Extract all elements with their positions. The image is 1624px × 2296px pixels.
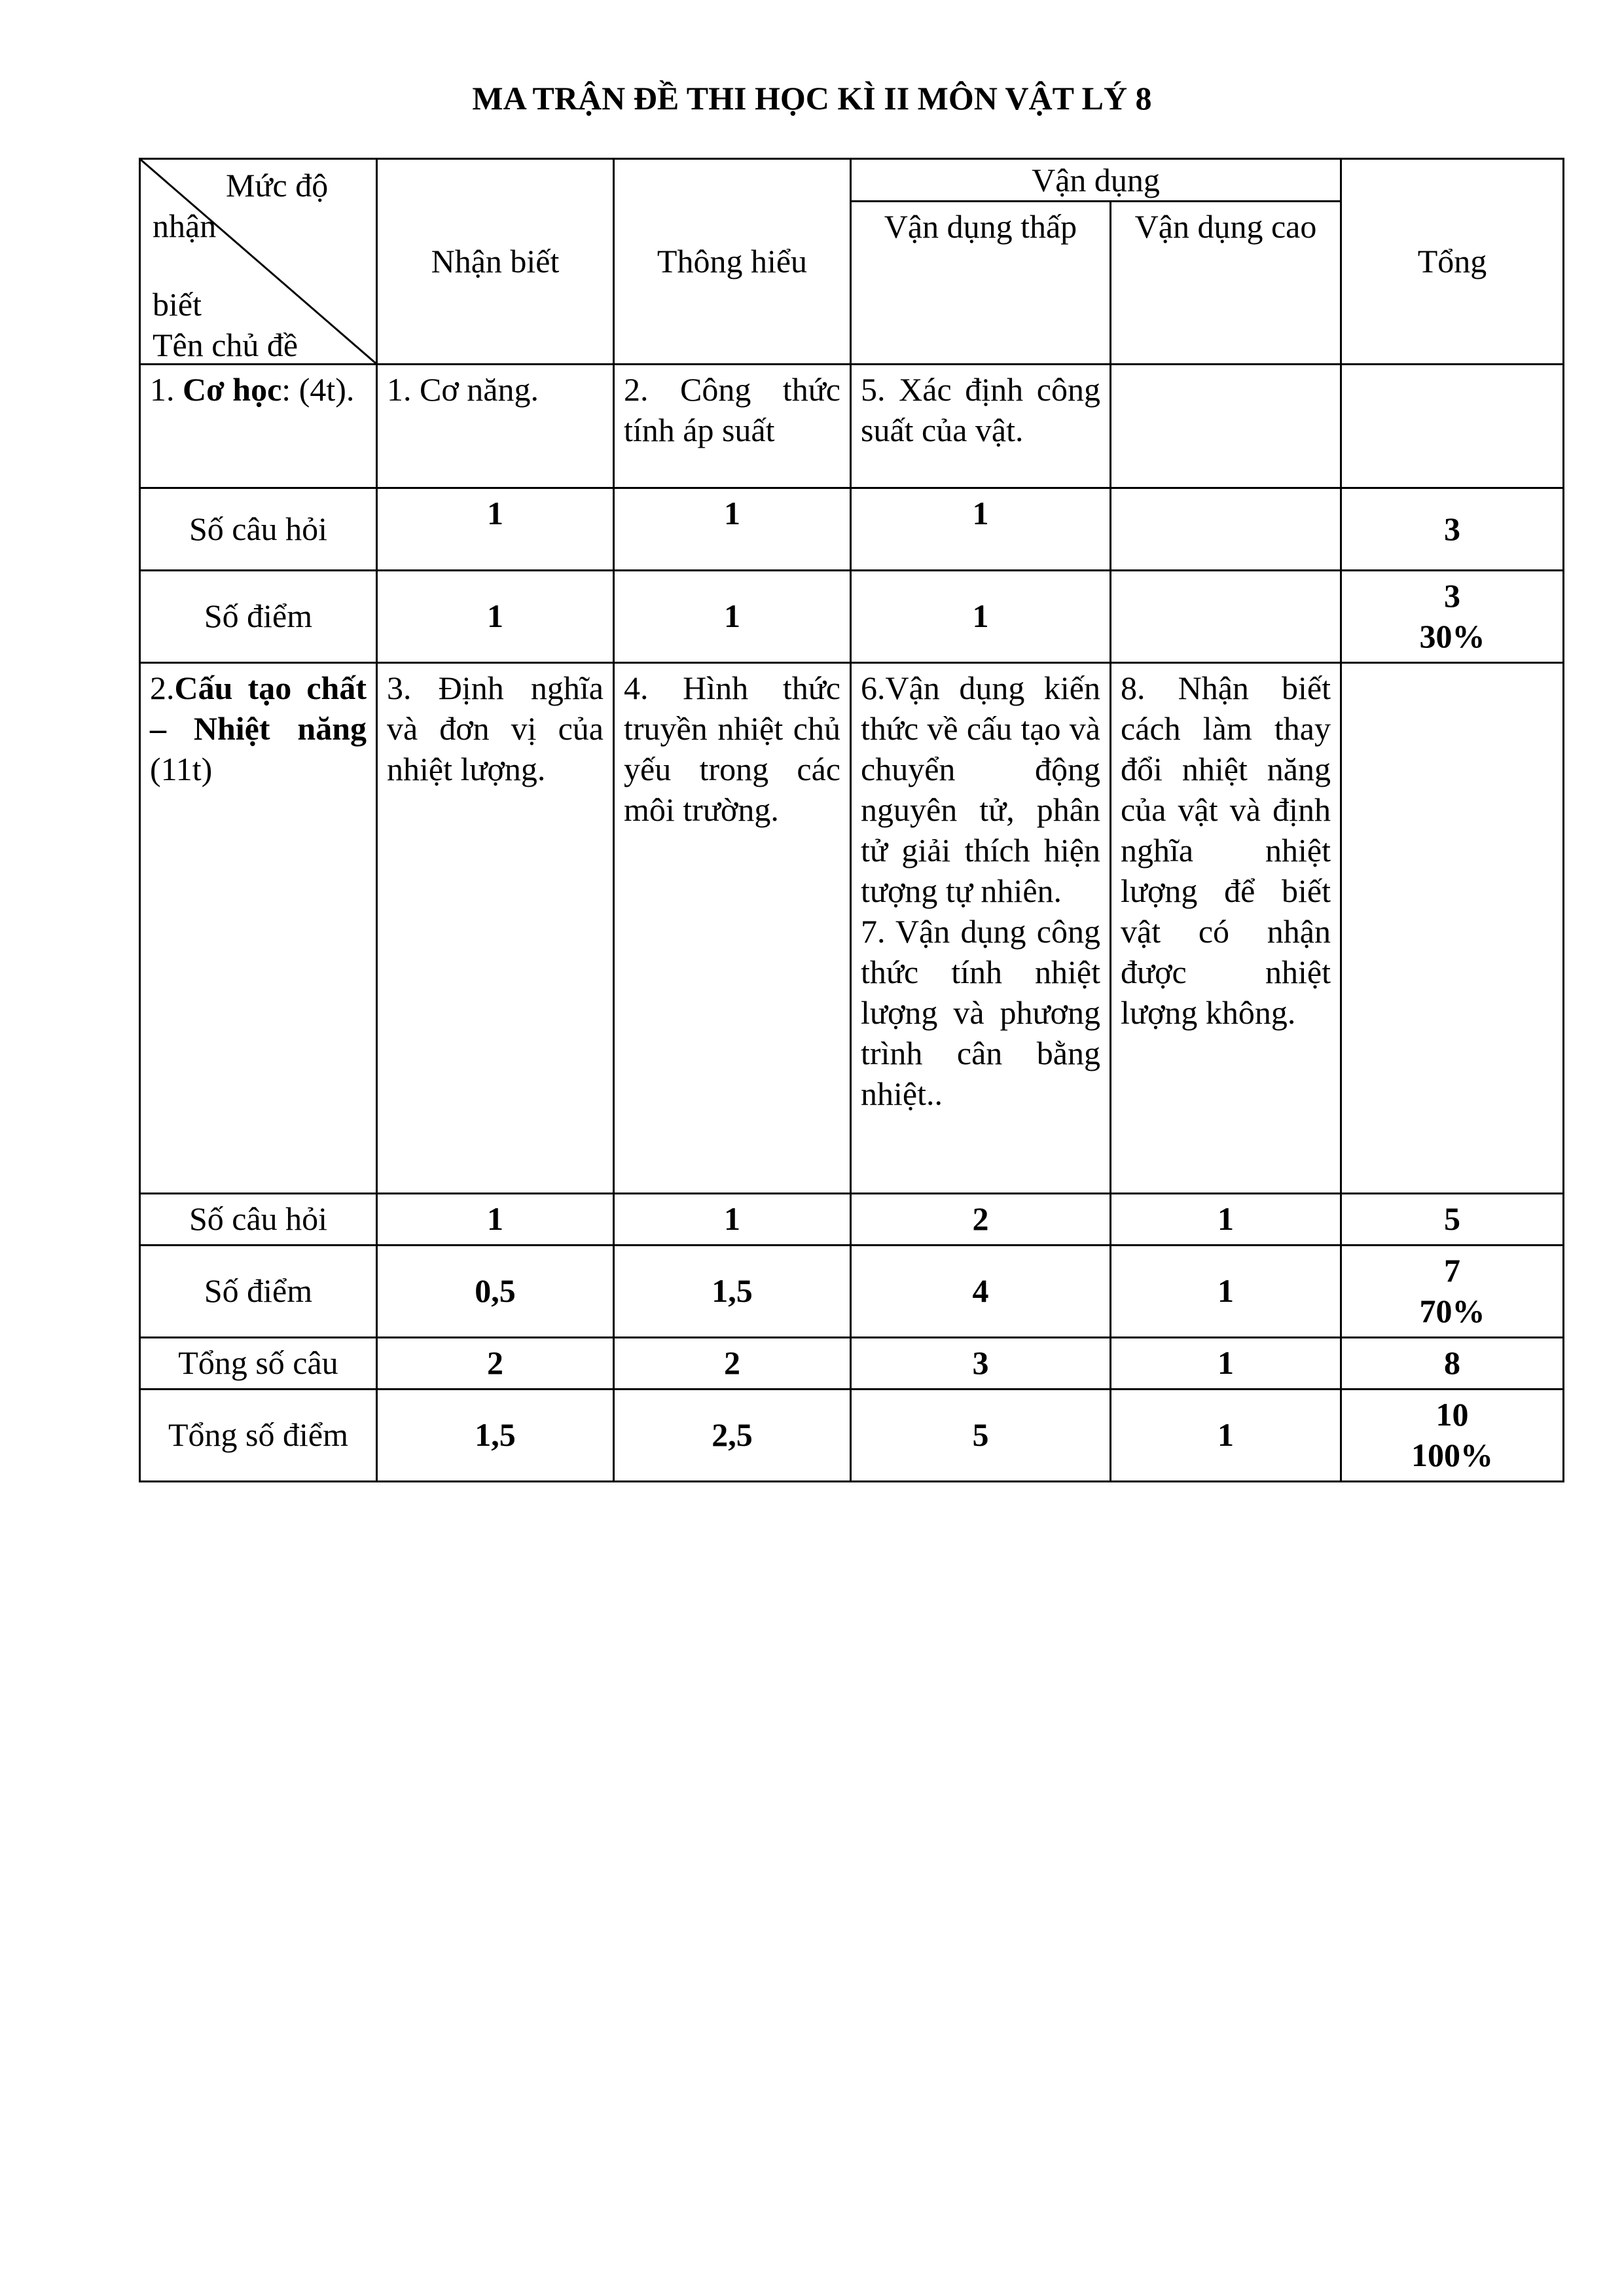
topic1-so-cau-label: Số câu hỏi (140, 488, 377, 571)
topic1-so-cau-total: 3 (1341, 488, 1564, 571)
topic1-so-cau-cell: 1 (377, 488, 614, 571)
topic1-nhan-biet: 1. Cơ năng. (377, 365, 614, 488)
topic1-so-diem-total-percent: 30% (1419, 618, 1485, 655)
tong-so-diem-cell: 1,5 (377, 1390, 614, 1482)
header-van-dung: Vận dụng (851, 159, 1341, 202)
topic1-van-dung-cao (1111, 365, 1341, 488)
topic2-thong-hieu: 4. Hình thức truyền nhiệt chủ yếu trong các môi trường. (614, 663, 851, 1194)
header-nhan-biet: Nhận biết (377, 159, 614, 365)
corner-bottom-label: biết (153, 286, 202, 323)
corner-top-label-2: nhận (153, 207, 217, 244)
tong-so-cau-total: 8 (1341, 1338, 1564, 1390)
tong-so-diem-cell: 1 (1111, 1390, 1341, 1482)
topic1-so-cau-cell: 1 (614, 488, 851, 571)
header-row-1 (140, 159, 1564, 202)
tong-so-diem-row (140, 1390, 1564, 1482)
topic1-so-diem-cell: 1 (614, 571, 851, 663)
exam-matrix-table (139, 158, 1564, 1482)
topic1-so-diem-row (140, 571, 1564, 663)
header-van-dung-cao: Vận dụng cao (1111, 202, 1341, 365)
topic1-so-diem-cell: 1 (377, 571, 614, 663)
topic1-so-diem-cell (1111, 571, 1341, 663)
topic2-so-cau-row (140, 1194, 1564, 1246)
topic2-so-diem-total-value: 7 (1444, 1252, 1460, 1289)
topic2-so-cau-total: 5 (1341, 1194, 1564, 1246)
tong-so-diem-total-value: 10 (1435, 1396, 1469, 1433)
topic1-so-diem-label: Số điểm (140, 571, 377, 663)
topic1-van-dung-thap: 5. Xác định công suất của vật. (851, 365, 1111, 488)
topic2-so-cau-cell: 1 (377, 1194, 614, 1246)
topic2-van-dung-thap-item-7: 7. Vận dụng công thức tính nhiệt lượng và phương trình cân bằng nhiệt.. (861, 913, 1100, 1112)
topic2-so-cau-cell: 1 (1111, 1194, 1341, 1246)
topic2-so-diem-label: Số điểm (140, 1246, 377, 1338)
topic2-so-diem-total-percent: 70% (1419, 1293, 1485, 1329)
topic2-row (140, 663, 1564, 1194)
tong-so-diem-total-percent: 100% (1411, 1437, 1493, 1473)
topic1-row (140, 365, 1564, 488)
topic2-so-cau-cell: 2 (851, 1194, 1111, 1246)
topic2-so-diem-row (140, 1246, 1564, 1338)
topic1-so-cau-cell (1111, 488, 1341, 571)
topic1-so-diem-cell: 1 (851, 571, 1111, 663)
tong-so-cau-row (140, 1338, 1564, 1390)
corner-bottom-label-2: Tên chủ đề (153, 327, 298, 363)
header-van-dung-thap: Vận dụng thấp (851, 202, 1111, 365)
header-thong-hieu: Thông hiểu (614, 159, 851, 365)
tong-so-cau-cell: 2 (377, 1338, 614, 1390)
tong-so-diem-cell: 2,5 (614, 1390, 851, 1482)
tong-so-cau-cell: 3 (851, 1338, 1111, 1390)
tong-so-cau-label: Tổng số câu (140, 1338, 377, 1390)
header-tong: Tổng (1341, 159, 1564, 365)
topic2-van-dung-cao: 8. Nhận biết cách làm thay đổi nhiệt năng của vật và định nghĩa nhiệt lượng để biết vật có nhận được nhiệt lượng không. (1111, 663, 1341, 1194)
corner-top-label: Mức độ (226, 167, 329, 204)
topic1-thong-hieu: 2. Công thức tính áp suất (614, 365, 851, 488)
topic1-so-diem-total-value: 3 (1444, 577, 1460, 614)
tong-so-diem-total (1341, 1390, 1564, 1482)
tong-so-diem-label: Tổng số điểm (140, 1390, 377, 1482)
topic2-name: 2.Cấu tạo chất – Nhiệt năng (11t) (140, 663, 377, 1194)
topic1-name: 1. Cơ học: (4t). (140, 365, 377, 488)
tong-so-cau-cell: 2 (614, 1338, 851, 1390)
topic1-tong (1341, 365, 1564, 488)
tong-so-cau-cell: 1 (1111, 1338, 1341, 1390)
topic2-so-cau-label: Số câu hỏi (140, 1194, 377, 1246)
page-title: MA TRẬN ĐỀ THI HỌC KÌ II MÔN VẬT LÝ 8 (472, 80, 1152, 117)
topic2-so-diem-total (1341, 1246, 1564, 1338)
topic2-van-dung-thap-item-6: 6.Vận dụng kiến thức về cấu tạo và chuyển động nguyên tử, phân tử giải thích hiện tượng tự nhiên. (861, 670, 1100, 909)
corner-header-cell (140, 159, 377, 365)
topic2-so-diem-cell: 1,5 (614, 1246, 851, 1338)
topic2-so-diem-cell: 4 (851, 1246, 1111, 1338)
topic2-so-cau-cell: 1 (614, 1194, 851, 1246)
topic2-so-diem-cell: 0,5 (377, 1246, 614, 1338)
topic2-nhan-biet: 3. Định nghĩa và đơn vị của nhiệt lượng. (377, 663, 614, 1194)
topic1-so-diem-total (1341, 571, 1564, 663)
topic1-so-cau-row (140, 488, 1564, 571)
topic2-so-diem-cell: 1 (1111, 1246, 1341, 1338)
topic1-so-cau-cell: 1 (851, 488, 1111, 571)
topic2-van-dung-thap (851, 663, 1111, 1194)
tong-so-diem-cell: 5 (851, 1390, 1111, 1482)
topic2-tong (1341, 663, 1564, 1194)
